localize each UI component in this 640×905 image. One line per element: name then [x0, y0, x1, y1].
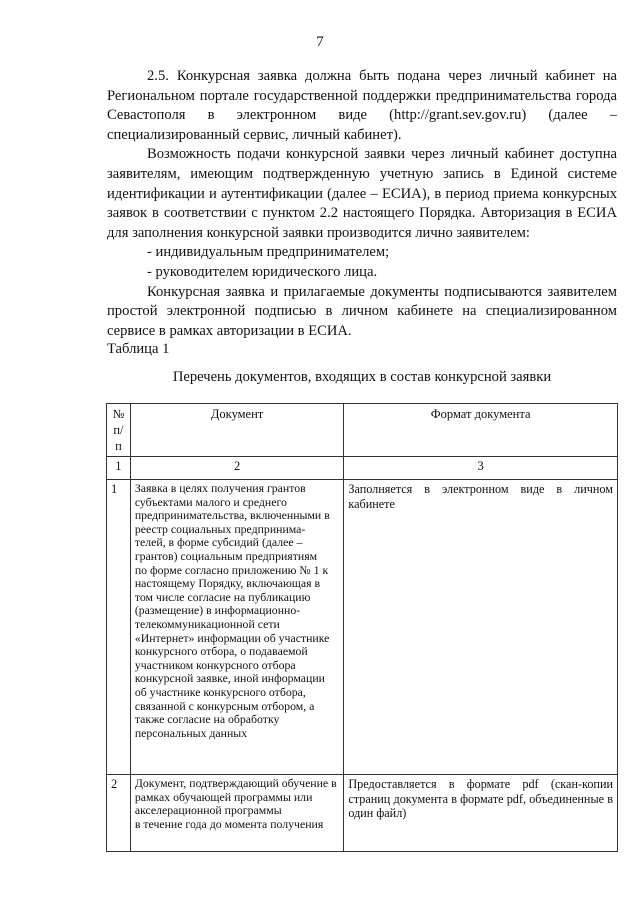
doc-line: об участнике конкурсного отбора, [134, 684, 306, 699]
doc-line: том числе согласие на публикацию [134, 589, 311, 604]
row-document [130, 480, 344, 775]
doc-line: Документ, подтверждающий обучение в [134, 776, 337, 790]
header-document: Документ [130, 404, 344, 457]
doc-line: конкурсной заявке, иной информации [134, 671, 325, 686]
column-number: 3 [344, 457, 618, 480]
row-document [130, 775, 344, 852]
row-number: 2 [107, 775, 131, 852]
doc-line: «Интернет» информации об участнике [134, 630, 330, 645]
row-format: Предоставляется в формате pdf (скан-копии страниц документа в формате pdf, объединенные в один файл) [344, 775, 618, 852]
doc-line: по форме согласно приложению № 1 к [134, 562, 329, 577]
doc-line: настоящему Порядку, включающая в [134, 576, 321, 591]
body-text [107, 67, 617, 341]
doc-line: грантов) социальным предприятиям [134, 548, 318, 563]
doc-line: (размещение) в информационно- [134, 603, 301, 618]
doc-line: персональных данных [134, 725, 248, 740]
doc-line: реестр социальных предпринима- [134, 521, 306, 536]
doc-line: участником конкурсного отбора [134, 657, 296, 672]
doc-line: конкурсного отбора, о подаваемой [134, 644, 308, 659]
column-number: 2 [130, 457, 344, 480]
paragraph-2-5: 2.5. Конкурсная заявка должна быть подана через личный кабинет на Региональном портале государственной поддержки предпринимательства города Севастополя в электронном виде (http://grant.sev.gov.ru) (далее – специализированный сервис, личный кабинет). [107, 68, 617, 143]
doc-line: также согласие на обработку [134, 712, 280, 727]
header-format: Формат документа [344, 404, 618, 457]
doc-line: телекоммуникационной сети [134, 616, 280, 631]
row-number: 1 [107, 480, 131, 775]
column-number: 1 [107, 457, 131, 480]
table-header-row [107, 404, 618, 457]
header-num: № п/п [107, 404, 131, 457]
doc-line: субъектами малого и среднего [134, 494, 287, 509]
paragraph-access: Возможность подачи конкурсной заявки через личный кабинет доступна заявителям, имеющим подтвержденную учетную запись в Единой системе идентификации и аутентификации (далее – ЕСИА), в период приема конкурсных заявок в соответствии с пунктом 2.2 настоящего Порядка. Авторизация в ЕСИА для заполнения конкурсной заявки производится лично заявителем: [107, 146, 617, 241]
list-item-head: - руководителем юридического лица. [147, 263, 378, 280]
doc-line: акселерационной программы [134, 803, 282, 818]
table-label: Таблица 1 [107, 341, 170, 357]
column-number-row [107, 457, 618, 480]
documents-table [106, 403, 618, 852]
doc-line: телей, в форме субсидий (далее – [134, 535, 303, 550]
doc-line: связанной с конкурсным отбором, а [134, 698, 315, 713]
doc-line: рамках обучающей программы или [134, 789, 313, 804]
page-number: 7 [316, 34, 324, 50]
paragraph-signature: Конкурсная заявка и прилагаемые документы подписываются заявителем простой электронной подписью в личном кабинете на специализированном сервисе в рамках авторизации в ЕСИА. [107, 283, 617, 339]
doc-line: Заявка в целях получения грантов [134, 481, 306, 495]
doc-line: в течение года до момента получения [134, 816, 324, 831]
doc-line: предпринимательства, включенными в [134, 508, 330, 523]
table-caption: Перечень документов, входящих в состав конкурсной заявки [172, 369, 552, 385]
row-format: Заполняется в электронном виде в личном кабинете [344, 480, 618, 775]
table-row [107, 775, 618, 852]
list-item-entrepreneur: - индивидуальным предпринимателем; [147, 244, 390, 261]
table-row [107, 480, 618, 775]
